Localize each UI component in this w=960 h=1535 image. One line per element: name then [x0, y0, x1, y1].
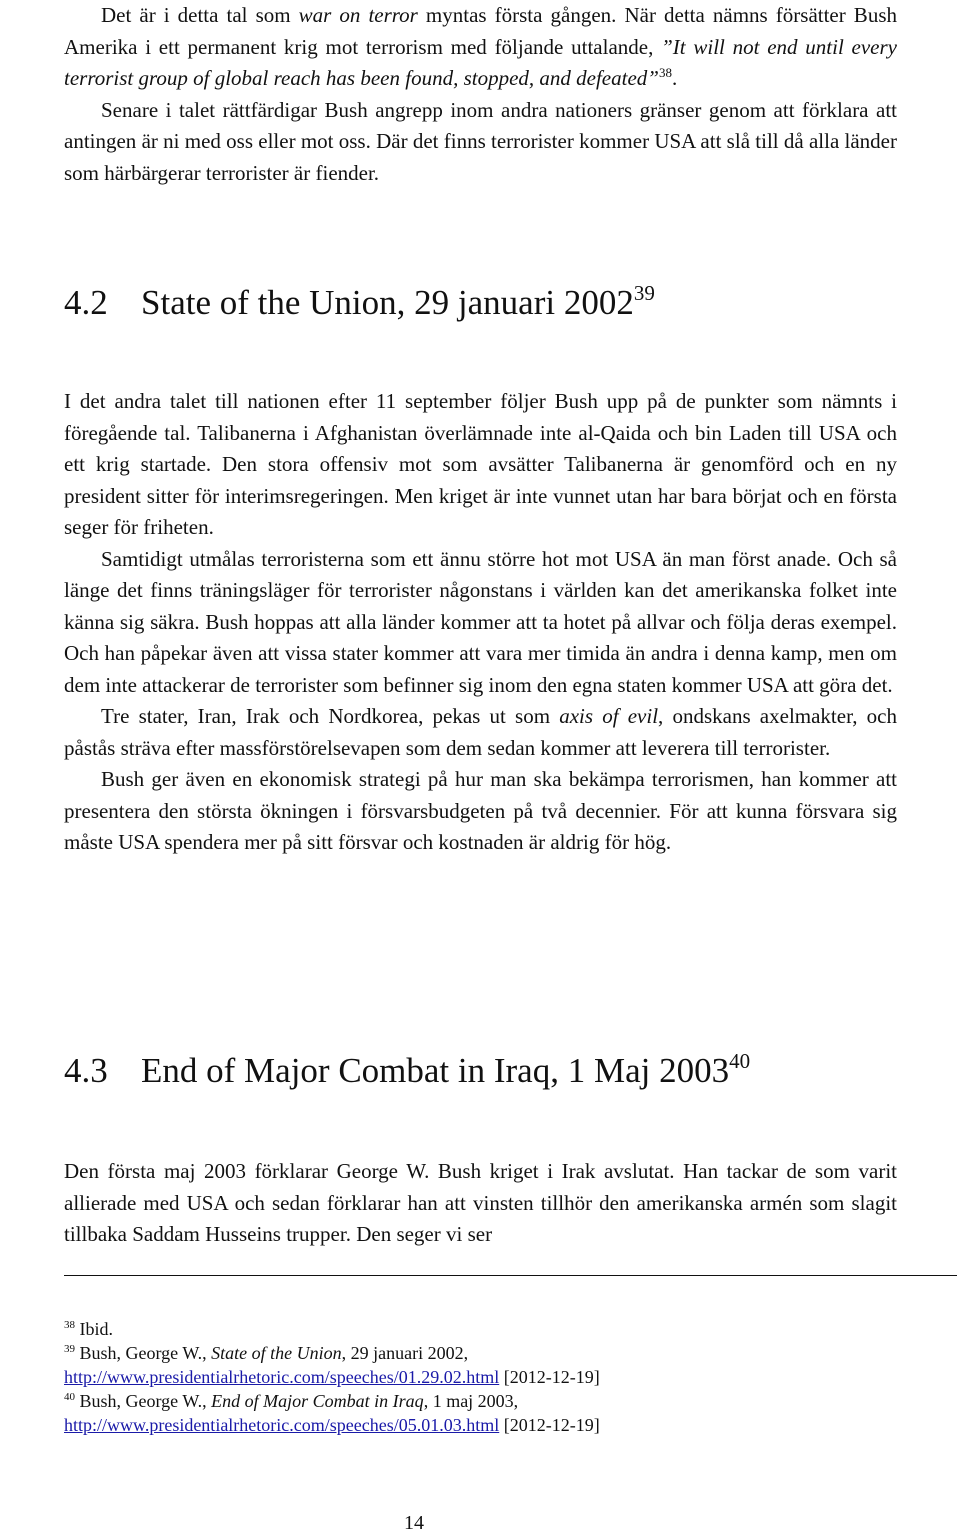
section-heading-4-3 — [64, 1051, 750, 1091]
footnote-40-link[interactable]: http://www.presidentialrhetoric.com/speeches/05.01.03.html — [64, 1415, 500, 1435]
footnote-divider — [64, 1275, 957, 1276]
paragraph: Den första maj 2003 förklarar George W. Bush kriget i Irak avslutat. Han tackar de som varit allierade med USA och sedan förklarar han att vinsten tillhör den amerikanska armén som slagit tillbaka Saddam Husseins trupper. Den seger vi ser — [64, 1159, 897, 1246]
footnote-ref-38: 38 — [658, 65, 672, 80]
paragraph-justification: Senare i talet rättfärdigar Bush angrepp inom andra nationers gränser genom att förklara att antingen är ni med oss eller mot oss. Där det finns terrorister kommer USA att slå till då alla länder som härbärgerar terrorister är fiender. — [64, 97, 897, 185]
term-axis-of-evil: axis of evil — [559, 704, 659, 728]
term-war-on-terror: war on terror — [298, 3, 418, 27]
paragraph-axis-of-evil: Tre stater, Iran, Irak och Nordkorea, pekas ut som axis of evil, ondskans axelmakter, och påstås sträva efter massförstörelsevapen som dem sedan kommer att leverera till terrorister. — [64, 704, 897, 760]
paragraph-war-on-terror: Det är i detta tal som war on terror myntas första gången. När detta nämns försätter Bush Amerika i ett permanent krig mot terrorism med följande uttalande, ”It will not end until every terrorist group of global reach has been found, stopped, and defeated”$^{38}$. Senare i talet rättfärdigar Bush angrepp inom andra nationers gränser genom att förklara att antingen är ni med oss eller mot oss. Där det finns terrorister kommer USA att slå till då alla länder som härbärgerar terrorister är fiender. — [64, 3, 897, 185]
paragraph: Bush ger även en ekonomisk strategi på hur man ska bekämpa terrorismen, han kommer att presentera den största ökningen i försvarsbudgeten på två decennier. För att kunna försvara sig måste USA spendera mer på sitt försvar och kostnaden är aldrig för hög. — [64, 767, 897, 854]
paragraph: I det andra talet till nationen efter 11 september följer Bush upp på de punkter som nämnts i föregående tal. Talibanerna i Afghanistan överlämnade inte al-Qaida och bin Laden till USA och ett krig startade. Den stora offensiv mot som avsätter Talibanerna är genomförd och en ny president sitter för interimsregeringen. Men kriget är inte vunnet utan har bara börjat och en första seger för friheten. — [64, 389, 897, 539]
footnote-39-link[interactable]: http://www.presidentialrhetoric.com/speeches/01.29.02.html — [64, 1367, 500, 1387]
section-number: 4.3 — [64, 1051, 108, 1090]
section-4-2-body — [64, 386, 897, 859]
section-heading-4-2 — [64, 283, 655, 323]
footnote-40: $^{40}$ Bush, George W., End of Major Combat in Iraq, 1 maj 2003, http://www.presidentialrhetoric.com/speeches/05.01.03.html [2012-12-19] — [64, 1391, 600, 1435]
section-title: End of Major Combat in Iraq, 1 Maj 2003 — [141, 1051, 730, 1090]
page-number: 14 — [404, 1512, 424, 1534]
section-title: State of the Union, 29 januari 2002 — [141, 283, 634, 322]
bush-quote: ”It will not end until every terrorist group of global reach has been found, stopped, and defeated” — [64, 34, 897, 90]
section-number: 4.2 — [64, 283, 108, 322]
footnote-ref-39: 39 — [633, 281, 655, 305]
paragraph: Samtidigt utmålas terroristerna som ett ännu större hot mot USA än man först anade. Och så länge det finns träningsläger för terrorister någonstans i världen kan det amerikanska folket inte känna sig säkra. Bush hoppas att alla länder kommer att ta hotet på allvar och följa deras exempel. Och han påpekar även att vissa stater kommer att vara mer timida än andra i denna kamp, men om dem inte attackerar de terrorister som befinner sig inom den egna staten kommer USA att göra det. — [64, 546, 897, 697]
footnote-39: $^{39}$ Bush, George W., State of the Union, 29 januari 2002, http://www.presidentialrhetoric.com/speeches/01.29.02.html [2012-12-19] — [64, 1343, 600, 1387]
footnote-ref-40: 40 — [729, 1049, 751, 1073]
footnote-38: $^{38}$ Ibid. — [64, 1319, 113, 1339]
